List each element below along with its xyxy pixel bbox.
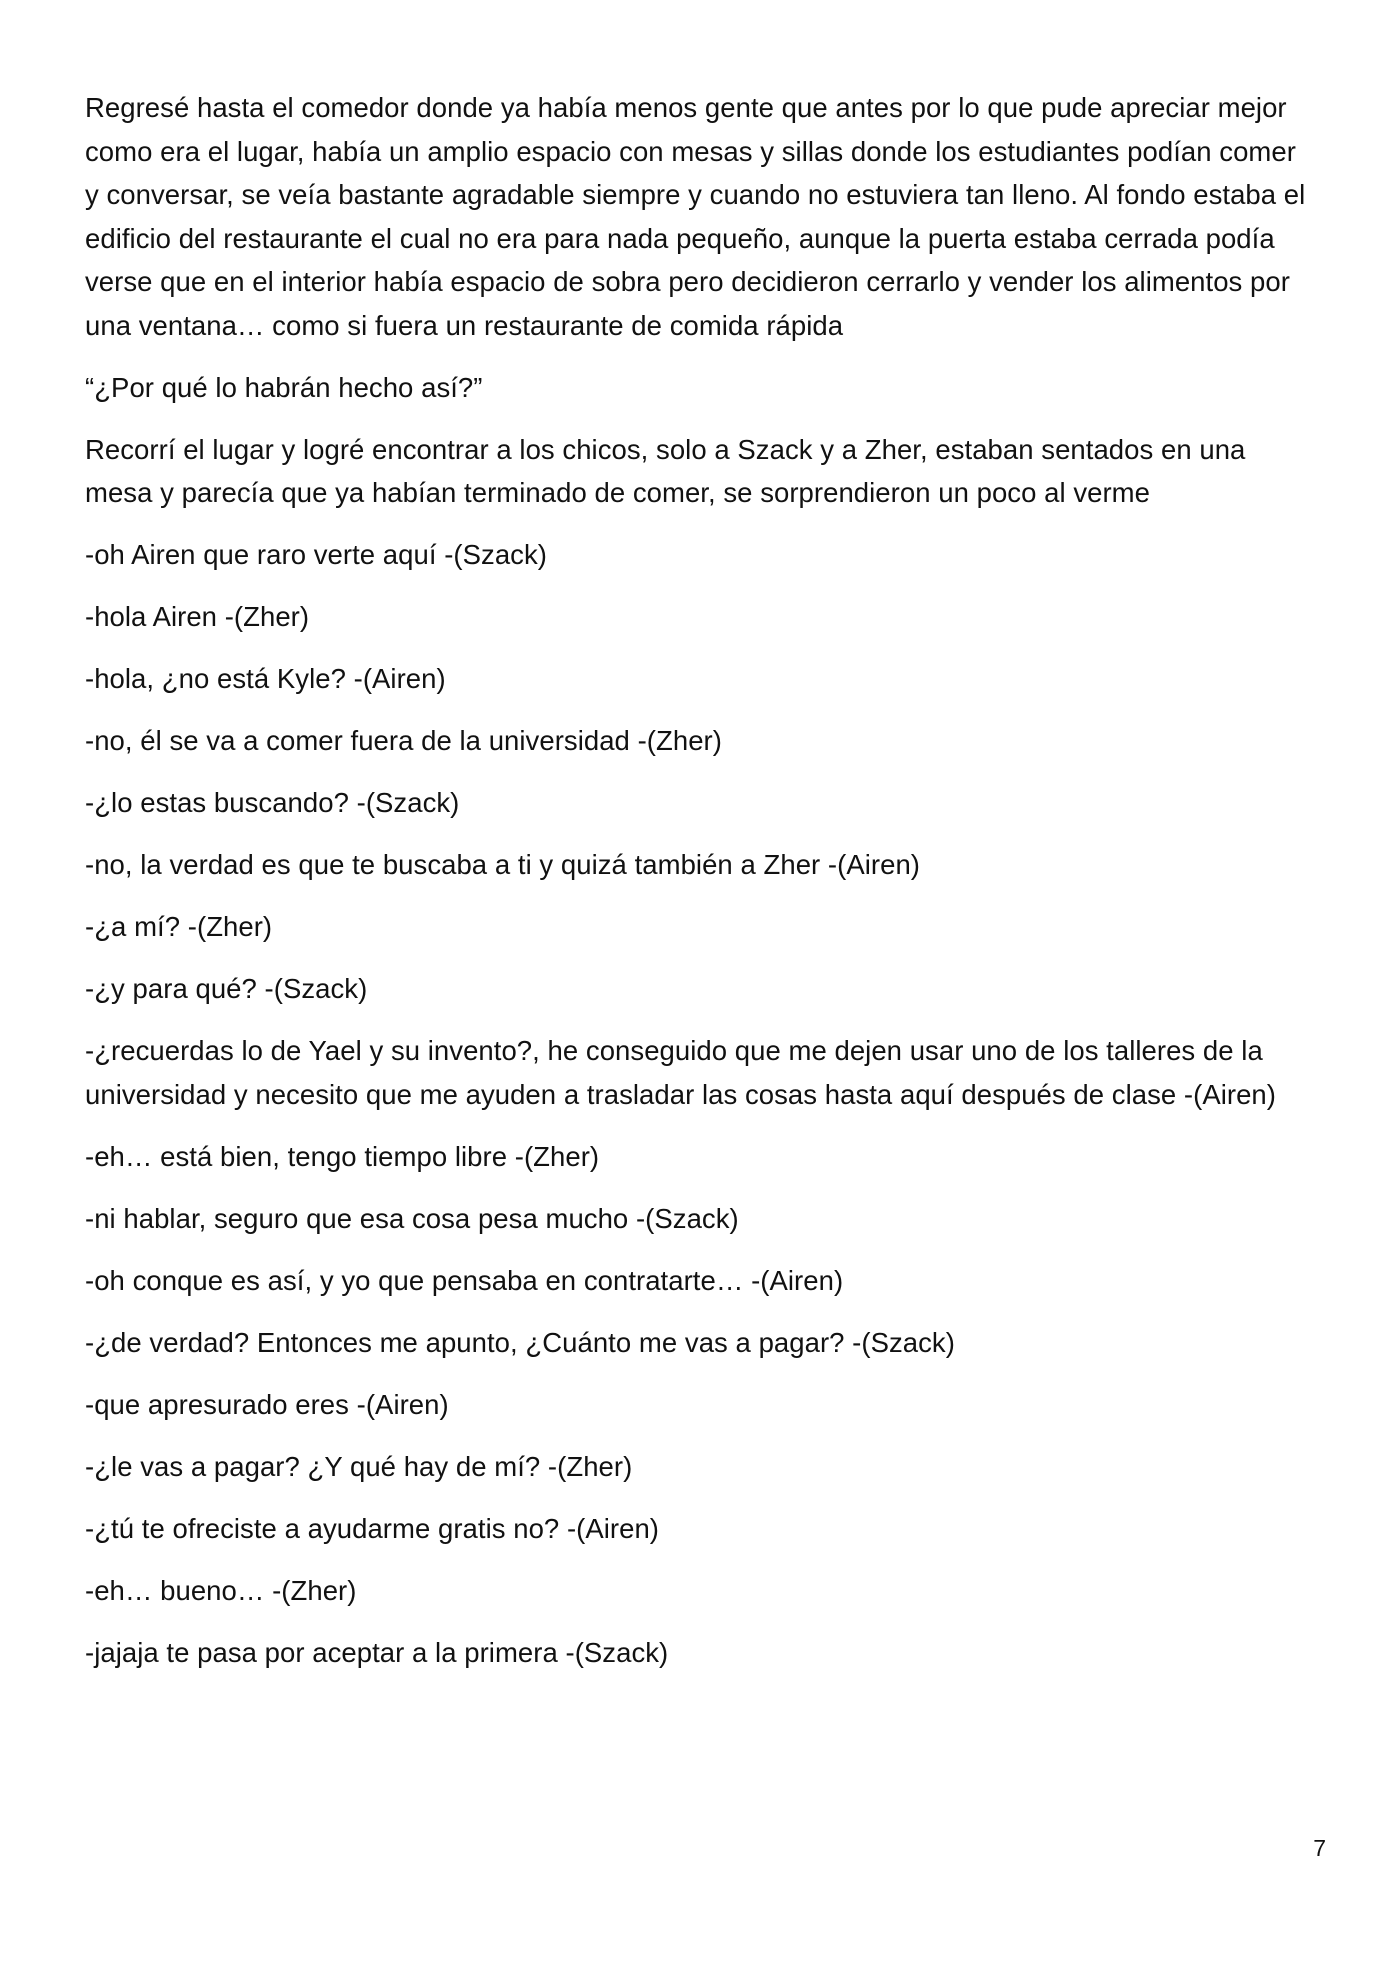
dialogue-line: -¿tú te ofreciste a ayudarme gratis no? -(Airen) xyxy=(85,1512,660,1544)
dialogue-line: -eh… está bien, tengo tiempo libre -(Zher) xyxy=(85,1140,600,1172)
dialogue-line: -oh conque es así, y yo que pensaba en contratarte… -(Airen) xyxy=(85,1264,844,1296)
dialogue-line: -que apresurado eres -(Airen) xyxy=(85,1388,449,1420)
dialogue-paragraph: -¿recuerdas lo de Yael y su invento?, he conseguido que me dejen usar uno de los talleres de la universidad y necesito que me ayuden a trasladar las cosas hasta aquí después de clase -(Airen) xyxy=(85,1035,1276,1110)
dialogue-line: -oh Airen que raro verte aquí -(Szack) xyxy=(85,539,547,570)
dialogue-line: -¿de verdad? Entonces me apunto, ¿Cuánto me vas a pagar? -(Szack) xyxy=(85,1326,955,1358)
page-body xyxy=(85,86,1313,1693)
dialogue-line: -eh… bueno… -(Zher) xyxy=(85,1574,357,1606)
dialogue-line: -no, la verdad es que te buscaba a ti y quizá también a Zher -(Airen) xyxy=(85,849,921,880)
page-number: 7 xyxy=(1313,1835,1326,1861)
dialogue-line: -ni hablar, seguro que esa cosa pesa mucho -(Szack) xyxy=(85,1202,739,1234)
dialogue-line: -¿a mí? -(Zher) xyxy=(85,911,273,942)
narrative-paragraph: Regresé hasta el comedor donde ya había menos gente que antes por lo que pude apreciar mejor como era el lugar, había un amplio espacio con mesas y sillas donde los estudiantes podían comer y conversar, se veía bastante agradable siempre y cuando no estuviera tan lleno. Al fondo estaba el edificio del restaurante el cual no era para nada pequeño, aunque la puerta estaba cerrada podía verse que en el interior había espacio de sobra pero decidieron cerrarlo y vender los alimentos por una ventana… como si fuera un restaurante de comida rápida xyxy=(85,92,1306,341)
narrative-paragraph: Recorrí el lugar y logré encontrar a los chicos, solo a Szack y a Zher, estaban sentados en una mesa y parecía que ya habían terminado de comer, se sorprendieron un poco al verme xyxy=(85,433,1246,508)
dialogue-line: -jajaja te pasa por aceptar a la primera -(Szack) xyxy=(85,1636,669,1668)
dialogue-line: -¿y para qué? -(Szack) xyxy=(85,973,368,1004)
dialogue-line: -no, él se va a comer fuera de la universidad -(Zher) xyxy=(85,725,722,756)
dialogue-line: -¿le vas a pagar? ¿Y qué hay de mí? -(Zher) xyxy=(85,1450,633,1482)
thought-line: “¿Por qué lo habrán hecho así?” xyxy=(85,371,483,403)
dialogue-line: -¿lo estas buscando? -(Szack) xyxy=(85,787,460,818)
dialogue-line: -hola Airen -(Zher) xyxy=(85,601,310,632)
dialogue-line: -hola, ¿no está Kyle? -(Airen) xyxy=(85,663,446,694)
